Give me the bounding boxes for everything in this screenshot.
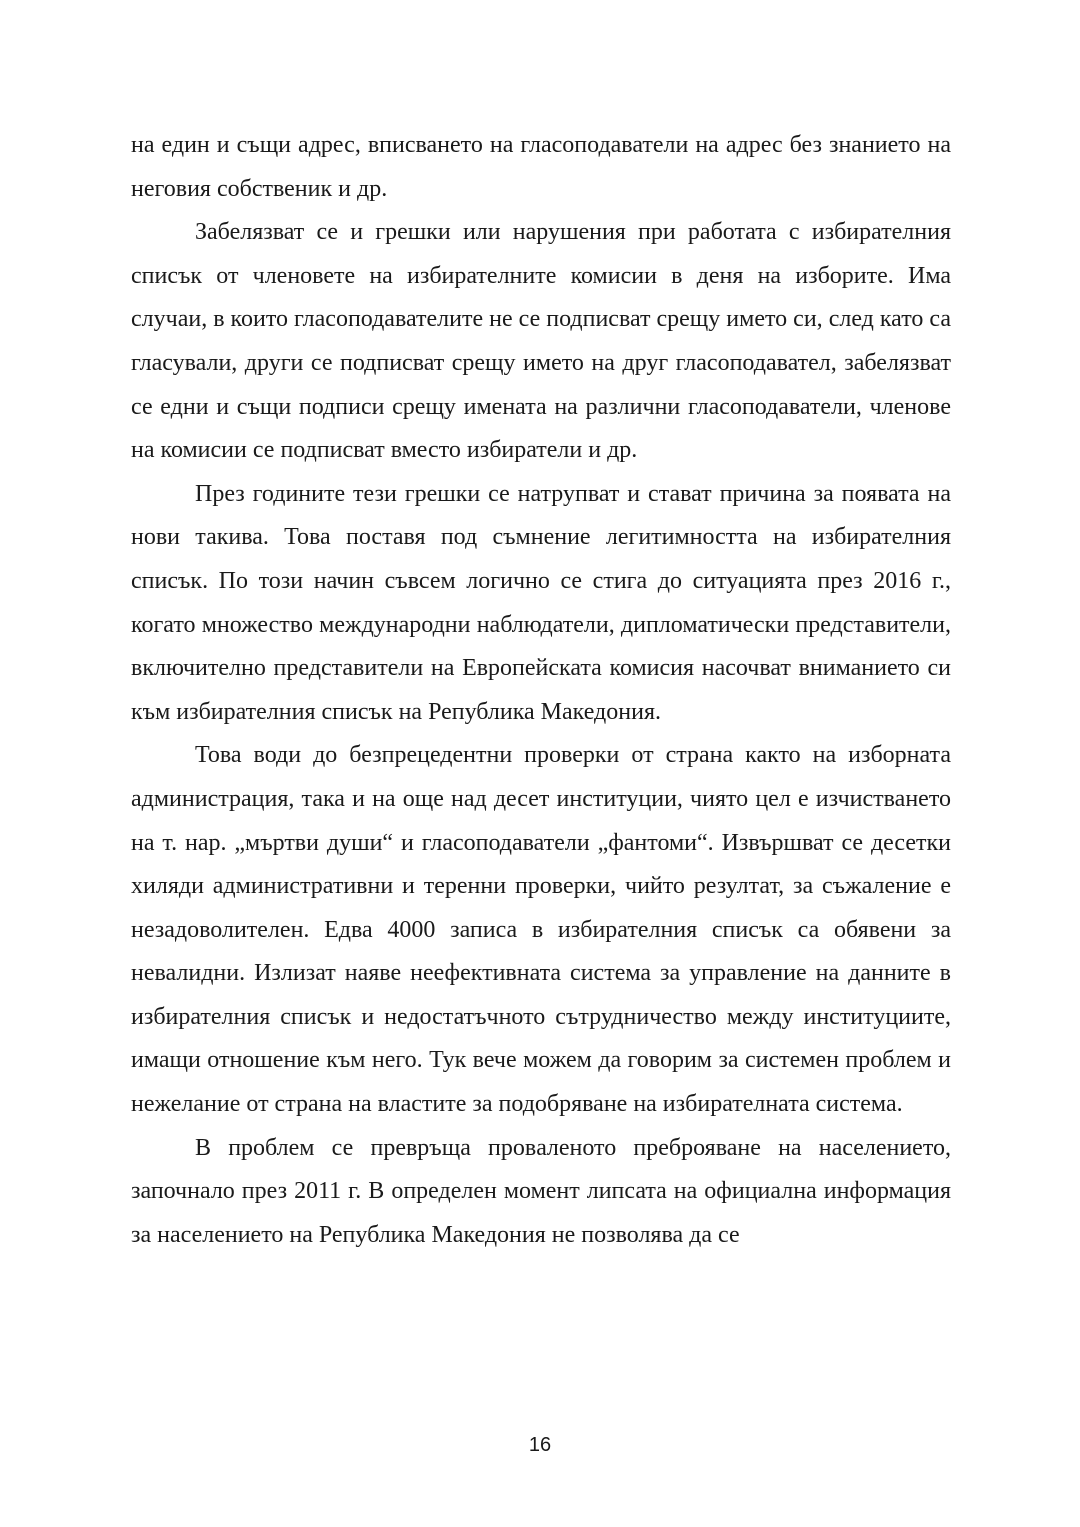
paragraph: През годините тези грешки се натрупват и стават причина за появата на нови такива. Това поставя под съмнение легитимността на избирателния списък. По този начин съвсем логично се стига до ситуацията през 2016 г., когато множество международни наблюдатели, дипломатически представители, включително представители на Европейската комисия насочват вниманието си към избирателния списък на Република Македония. bbox=[131, 480, 951, 725]
body-text bbox=[131, 124, 951, 1257]
page-number: 16 bbox=[528, 1434, 552, 1456]
paragraph: Забелязват се и грешки или нарушения при работата с избирателния списък от членовете на избирателните комисии в деня на изборите. Има случаи, в които гласоподавателите не се подписват срещу името си, след като са гласували, други се подписват срещу името на друг гласоподавател, забелязват се едни и същи подписи срещу имената на различни гласоподаватели, членове на комисии се подписват вместо избиратели и др. bbox=[131, 219, 951, 464]
paragraph-continued: на един и същи адрес, вписването на гласоподаватели на адрес без знанието на неговия собственик и др. bbox=[131, 132, 951, 202]
paragraph: В проблем се превръща провaленото преброяване на населението, започнало през 2011 г. В определен момент липсата на официална информация за населението на Република Македония не позволява да се bbox=[131, 1134, 951, 1248]
paragraph: Това води до безпрецедентни проверки от страна както на изборната администрация, така и на още над десет институции, чиято цел е изчистването на т. нар. „мъртви души“ и гласоподаватели „фантоми“. Извършват се десетки хиляди административни и теренни проверки, чийто резултат, за съжаление е незадоволителен. Едва 4000 записа в избирателния списък са обявени за невалидни. Излизат наяве неефективната система за управление на данните в избирателния списък и недостатъчното сътрудничество между институциите, имащи отношение към него. Тук вече можем да говорим за системен проблем и нежелание от страна на властите за подобряване на избирателната система. bbox=[131, 742, 951, 1118]
